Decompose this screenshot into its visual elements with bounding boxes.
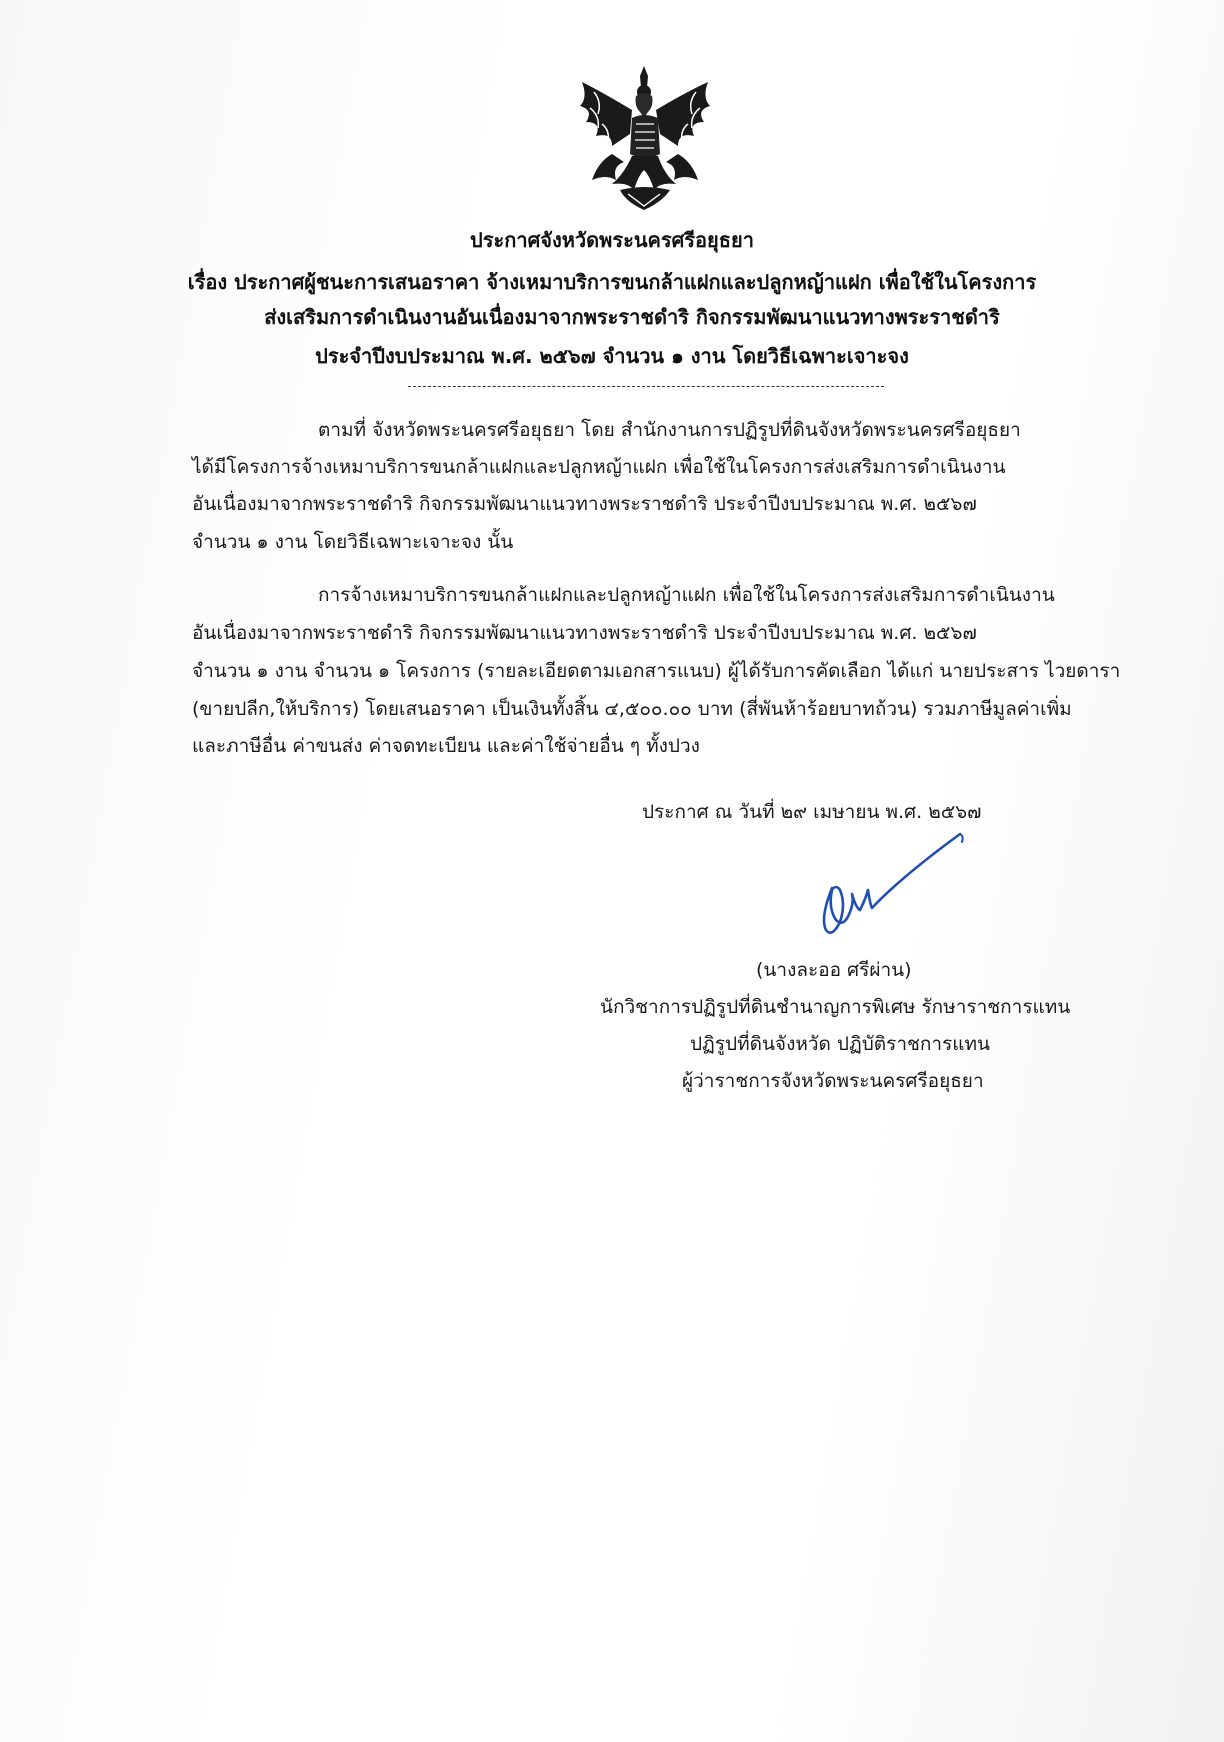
signatory-position-line1: นักวิชาการปฏิรูปที่ดินชำนาญการพิเศษ รักษาราชการแทน: [600, 996, 1071, 1018]
subject-line-2: ส่งเสริมการดำเนินงานอันเนื่องมาจากพระราชดำริ กิจกรรมพัฒนาแนวทางพระราชดำริ: [264, 305, 1000, 329]
paragraph2-line4: (ขายปลีก,ให้บริการ) โดยเสนอราคา เป็นเงินทั้งสิ้น ๔,๕๐๐.๐๐ บาท (สี่พันห้าร้อยบาทถ้วน) รวมภาษีมูลค่าเพิ่ม: [192, 698, 1072, 720]
paragraph1-line1: ตามที่ จังหวัดพระนครศรีอยุธยา โดย สำนักงานการปฏิรูปที่ดินจังหวัดพระนครศรีอยุธยา: [318, 419, 1021, 441]
signatory-position-line3: ผู้ว่าราชการจังหวัดพระนครศรีอยุธยา: [682, 1070, 984, 1092]
signature-scribble-icon: [810, 828, 970, 948]
paragraph2-line3: จำนวน ๑ งาน จำนวน ๑ โครงการ (รายละเอียดตามเอกสารแนบ) ผู้ได้รับการคัดเลือก ได้แก่ นายประสาร ไวยดารา: [192, 660, 1121, 682]
garuda-emblem-icon: [572, 62, 717, 214]
paragraph1-line2: ได้มีโครงการจ้างเหมาบริการขนกล้าแฝกและปลูกหญ้าแฝก เพื่อใช้ในโครงการส่งเสริมการดำเนินงาน: [192, 456, 1006, 478]
paragraph1-line4: จำนวน ๑ งาน โดยวิธีเฉพาะเจาะจง นั้น: [192, 531, 514, 553]
subject-line-1: เรื่อง ประกาศผู้ชนะการเสนอราคา จ้างเหมาบริการขนกล้าแฝกและปลูกหญ้าแฝก เพื่อใช้ในโครงการ: [187, 270, 1037, 294]
paragraph1-line3: อันเนื่องมาจากพระราชดำริ กิจกรรมพัฒนาแนวทางพระราชดำริ ประจำปีงบประมาณ พ.ศ. ๒๕๖๗: [192, 493, 977, 515]
document-title: ประกาศจังหวัดพระนครศรีอยุธยา: [470, 228, 754, 252]
signatory-name: (นางละออ ศรีผ่าน): [756, 959, 912, 981]
paragraph2-line5: และภาษีอื่น ค่าขนส่ง ค่าจดทะเบียน และค่าใช้จ่ายอื่น ๆ ทั้งปวง: [192, 735, 700, 757]
paragraph2-line1: การจ้างเหมาบริการขนกล้าแฝกและปลูกหญ้าแฝก เพื่อใช้ในโครงการส่งเสริมการดำเนินงาน: [318, 584, 1055, 606]
paragraph2-line2: อันเนื่องมาจากพระราชดำริ กิจกรรมพัฒนาแนวทางพระราชดำริ ประจำปีงบประมาณ พ.ศ. ๒๕๖๗: [192, 622, 977, 644]
dashed-divider: [408, 386, 884, 389]
announce-date: ประกาศ ณ วันที่ ๒๙ เมษายน พ.ศ. ๒๕๖๗: [642, 801, 982, 823]
subject-line-3: ประจำปีงบประมาณ พ.ศ. ๒๕๖๗ จำนวน ๑ งาน โดยวิธีเฉพาะเจาะจง: [315, 344, 909, 368]
signatory-position-line2: ปฏิรูปที่ดินจังหวัด ปฏิบัติราชการแทน: [690, 1033, 991, 1055]
